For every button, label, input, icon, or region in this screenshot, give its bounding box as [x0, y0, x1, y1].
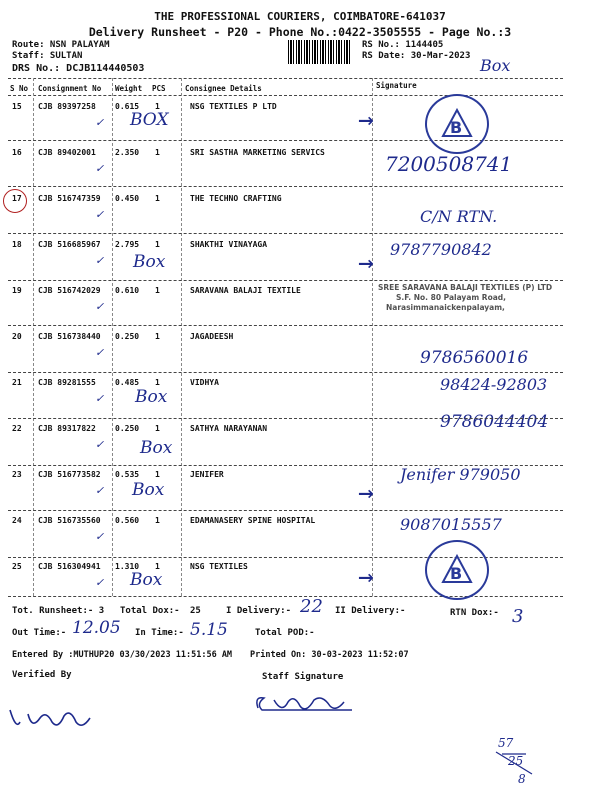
row-sno: 19	[12, 286, 22, 295]
row-sno: 21	[12, 378, 22, 387]
note-b: 25	[508, 754, 524, 768]
col-consignment: Consignment No	[38, 84, 102, 93]
row-box-note: Box	[135, 387, 168, 407]
tick-mark-icon: ✓	[95, 116, 105, 129]
row-weight: 1.310	[115, 562, 140, 571]
address-stamp	[378, 283, 563, 321]
row-consignment-no: CJB 516773582	[38, 470, 101, 479]
row-box-note: Box	[132, 480, 165, 500]
row-signature: 9087015557	[400, 515, 502, 534]
row-pcs: 1	[155, 332, 160, 341]
i-delivery-label: I Delivery:-	[226, 606, 292, 616]
row-consignment-no: CJB 89281555	[38, 378, 96, 387]
row-pcs: 1	[155, 194, 160, 203]
rtn-dox-value: 3	[512, 606, 524, 627]
total-dox-value: 25	[190, 606, 201, 616]
col-sno: S No	[10, 84, 29, 93]
printed-on: Printed On: 30-03-2023 11:52:07	[250, 650, 409, 660]
runsheet-title: Delivery Runsheet - P20 - Phone No.:0422-3505555 - Page No.:3	[88, 25, 512, 39]
tick-mark-icon: ✓	[95, 208, 105, 221]
row-weight: 0.610	[115, 286, 140, 295]
row-signature: 7200508741	[385, 152, 513, 176]
row-box-note: Box	[133, 252, 166, 272]
staff-signature	[252, 690, 362, 720]
barcode	[288, 40, 352, 64]
row-sno: 15	[12, 102, 22, 111]
row-weight: 0.560	[115, 516, 140, 525]
row-consignee: SHAKTHI VINAYAGA	[190, 240, 268, 249]
row-weight: 0.535	[115, 470, 140, 479]
tick-mark-icon: ✓	[95, 576, 105, 589]
in-time-value: 5.15	[190, 620, 228, 640]
ii-delivery-label: II Delivery:-	[335, 606, 406, 616]
svg-text:B: B	[450, 118, 463, 137]
in-time-label: In Time:-	[135, 628, 184, 638]
row-pcs: 1	[155, 102, 160, 111]
arrow-icon: →	[358, 478, 374, 508]
row-consignee: JENIFER	[190, 470, 224, 479]
note-a: 57	[498, 736, 514, 750]
tick-mark-icon: ✓	[95, 346, 105, 359]
tick-mark-icon: ✓	[95, 484, 105, 497]
row-consignment-no: CJB 516738440	[38, 332, 101, 341]
stamp-line-1: SREE SARAVANA BALAJI TEXTILES (P) LTD	[378, 283, 553, 292]
row-consignee: SATHYA NARAYANAN	[190, 424, 268, 433]
row-consignment-no: CJB 89317822	[38, 424, 96, 433]
drs-number: DRS No.: DCJB114440503	[12, 63, 145, 74]
tick-mark-icon: ✓	[95, 438, 105, 451]
row-consignment-no: CJB 516735560	[38, 516, 101, 525]
total-dox-label: Total Dox:-	[120, 606, 180, 616]
company-title: THE PROFESSIONAL COURIERS, COIMBATORE-641037	[154, 10, 446, 23]
row-weight: 0.250	[115, 424, 140, 433]
stamp-line-2: S.F. No. 80 Palayam Road,	[396, 293, 507, 302]
out-time-value: 12.05	[72, 618, 121, 638]
route-label: Route: NSN PALAYAM	[12, 40, 110, 50]
row-consignment-no: CJB 516742029	[38, 286, 101, 295]
row-weight: 0.615	[115, 102, 140, 111]
row-box-note: BOX	[130, 110, 169, 130]
row-pcs: 1	[155, 516, 160, 525]
tick-mark-icon: ✓	[95, 530, 105, 543]
staff-label: Staff: SULTAN	[12, 51, 83, 61]
row-sno: 20	[12, 332, 22, 341]
row-consignee: SRI SASTHA MARKETING SERVICS	[190, 148, 325, 157]
circle-mark	[3, 189, 27, 213]
col-signature: Signature	[376, 81, 417, 90]
col-consignee: Consignee Details	[185, 84, 262, 93]
row-signature: 9787790842	[390, 240, 492, 259]
tick-mark-icon: ✓	[95, 254, 105, 267]
row-box-note: Box	[140, 438, 173, 458]
row-sno: 17	[12, 194, 22, 203]
arrow-icon: →	[358, 248, 374, 278]
tick-mark-icon: ✓	[95, 162, 105, 175]
company-stamp-2	[425, 540, 489, 600]
row-sno: 24	[12, 516, 22, 525]
row-consignee: THE TECHNO CRAFTING	[190, 194, 282, 203]
row-pcs: 1	[155, 470, 160, 479]
row-consignee: EDAMANASERY SPINE HOSPITAL	[190, 516, 316, 525]
i-delivery-value: 22	[300, 596, 323, 617]
out-time-label: Out Time:-	[12, 628, 67, 638]
row-pcs: 1	[155, 148, 160, 157]
row-consignment-no: CJB 89402001	[38, 148, 96, 157]
rtn-dox-label: RTN Dox:-	[450, 608, 499, 618]
row-pcs: 1	[155, 424, 160, 433]
row-sno: 18	[12, 240, 22, 249]
note-c: 8	[518, 772, 526, 786]
arrow-icon: →	[358, 105, 374, 135]
row-consignment-no: CJB 89397258	[38, 102, 96, 111]
row-sno: 22	[12, 424, 22, 433]
row-weight: 0.485	[115, 378, 140, 387]
row-sno: 16	[12, 148, 22, 157]
col-pcs: PCS	[152, 84, 166, 93]
row-box-note: Box	[130, 570, 163, 590]
svg-text:B: B	[450, 564, 463, 583]
row-consignment-no: CJB 516747359	[38, 194, 101, 203]
entered-by: Entered By :MUTHUP20 03/30/2023 11:51:56 AM	[12, 650, 233, 660]
row-consignee: JAGADEESH	[190, 332, 234, 341]
total-pod-label: Total POD:-	[255, 628, 315, 638]
row-weight: 0.250	[115, 332, 140, 341]
tick-mark-icon: ✓	[95, 300, 105, 313]
row-signature: 9786560016	[420, 348, 529, 368]
header-box-note: Box	[480, 56, 511, 75]
row-consignee: SARAVANA BALAJI TEXTILE	[190, 286, 301, 295]
row-consignee: VIDHYA	[190, 378, 219, 387]
stamp-line-3: Narasimmanaickenpalayam,	[386, 303, 505, 312]
fraction-strokes	[492, 748, 542, 778]
arrow-icon: →	[358, 562, 374, 592]
row-pcs: 1	[155, 286, 160, 295]
tick-mark-icon: ✓	[95, 392, 105, 405]
tot-runsheet: Tot. Runsheet:- 3	[12, 606, 105, 616]
col-weight: Weight	[115, 84, 143, 93]
verified-by: Verified By	[12, 670, 72, 680]
row-signature: Jenifer 979050	[400, 465, 521, 484]
row-consignment-no: CJB 516304941	[38, 562, 101, 571]
staff-signature-label: Staff Signature	[262, 672, 344, 682]
row-weight: 0.450	[115, 194, 140, 203]
row-pcs: 1	[155, 378, 160, 387]
row-consignee: NSG TEXTILES	[190, 562, 248, 571]
row-signature: 9786044404	[440, 412, 549, 432]
row-pcs: 1	[155, 562, 160, 571]
row-consignee: NSG TEXTILES P LTD	[190, 102, 277, 111]
row-pcs: 1	[155, 240, 160, 249]
row-sno: 23	[12, 470, 22, 479]
row-consignment-no: CJB 516685967	[38, 240, 101, 249]
rs-date: RS Date: 30-Mar-2023	[362, 51, 471, 61]
row-sno: 25	[12, 562, 22, 571]
verifier-signature	[6, 700, 96, 736]
rs-number: RS No.: 1144405	[362, 40, 444, 50]
row-signature: C/N RTN.	[420, 207, 498, 226]
row-signature: 98424-92803	[440, 375, 548, 394]
company-stamp	[425, 94, 489, 154]
row-weight: 2.795	[115, 240, 140, 249]
row-weight: 2.350	[115, 148, 140, 157]
